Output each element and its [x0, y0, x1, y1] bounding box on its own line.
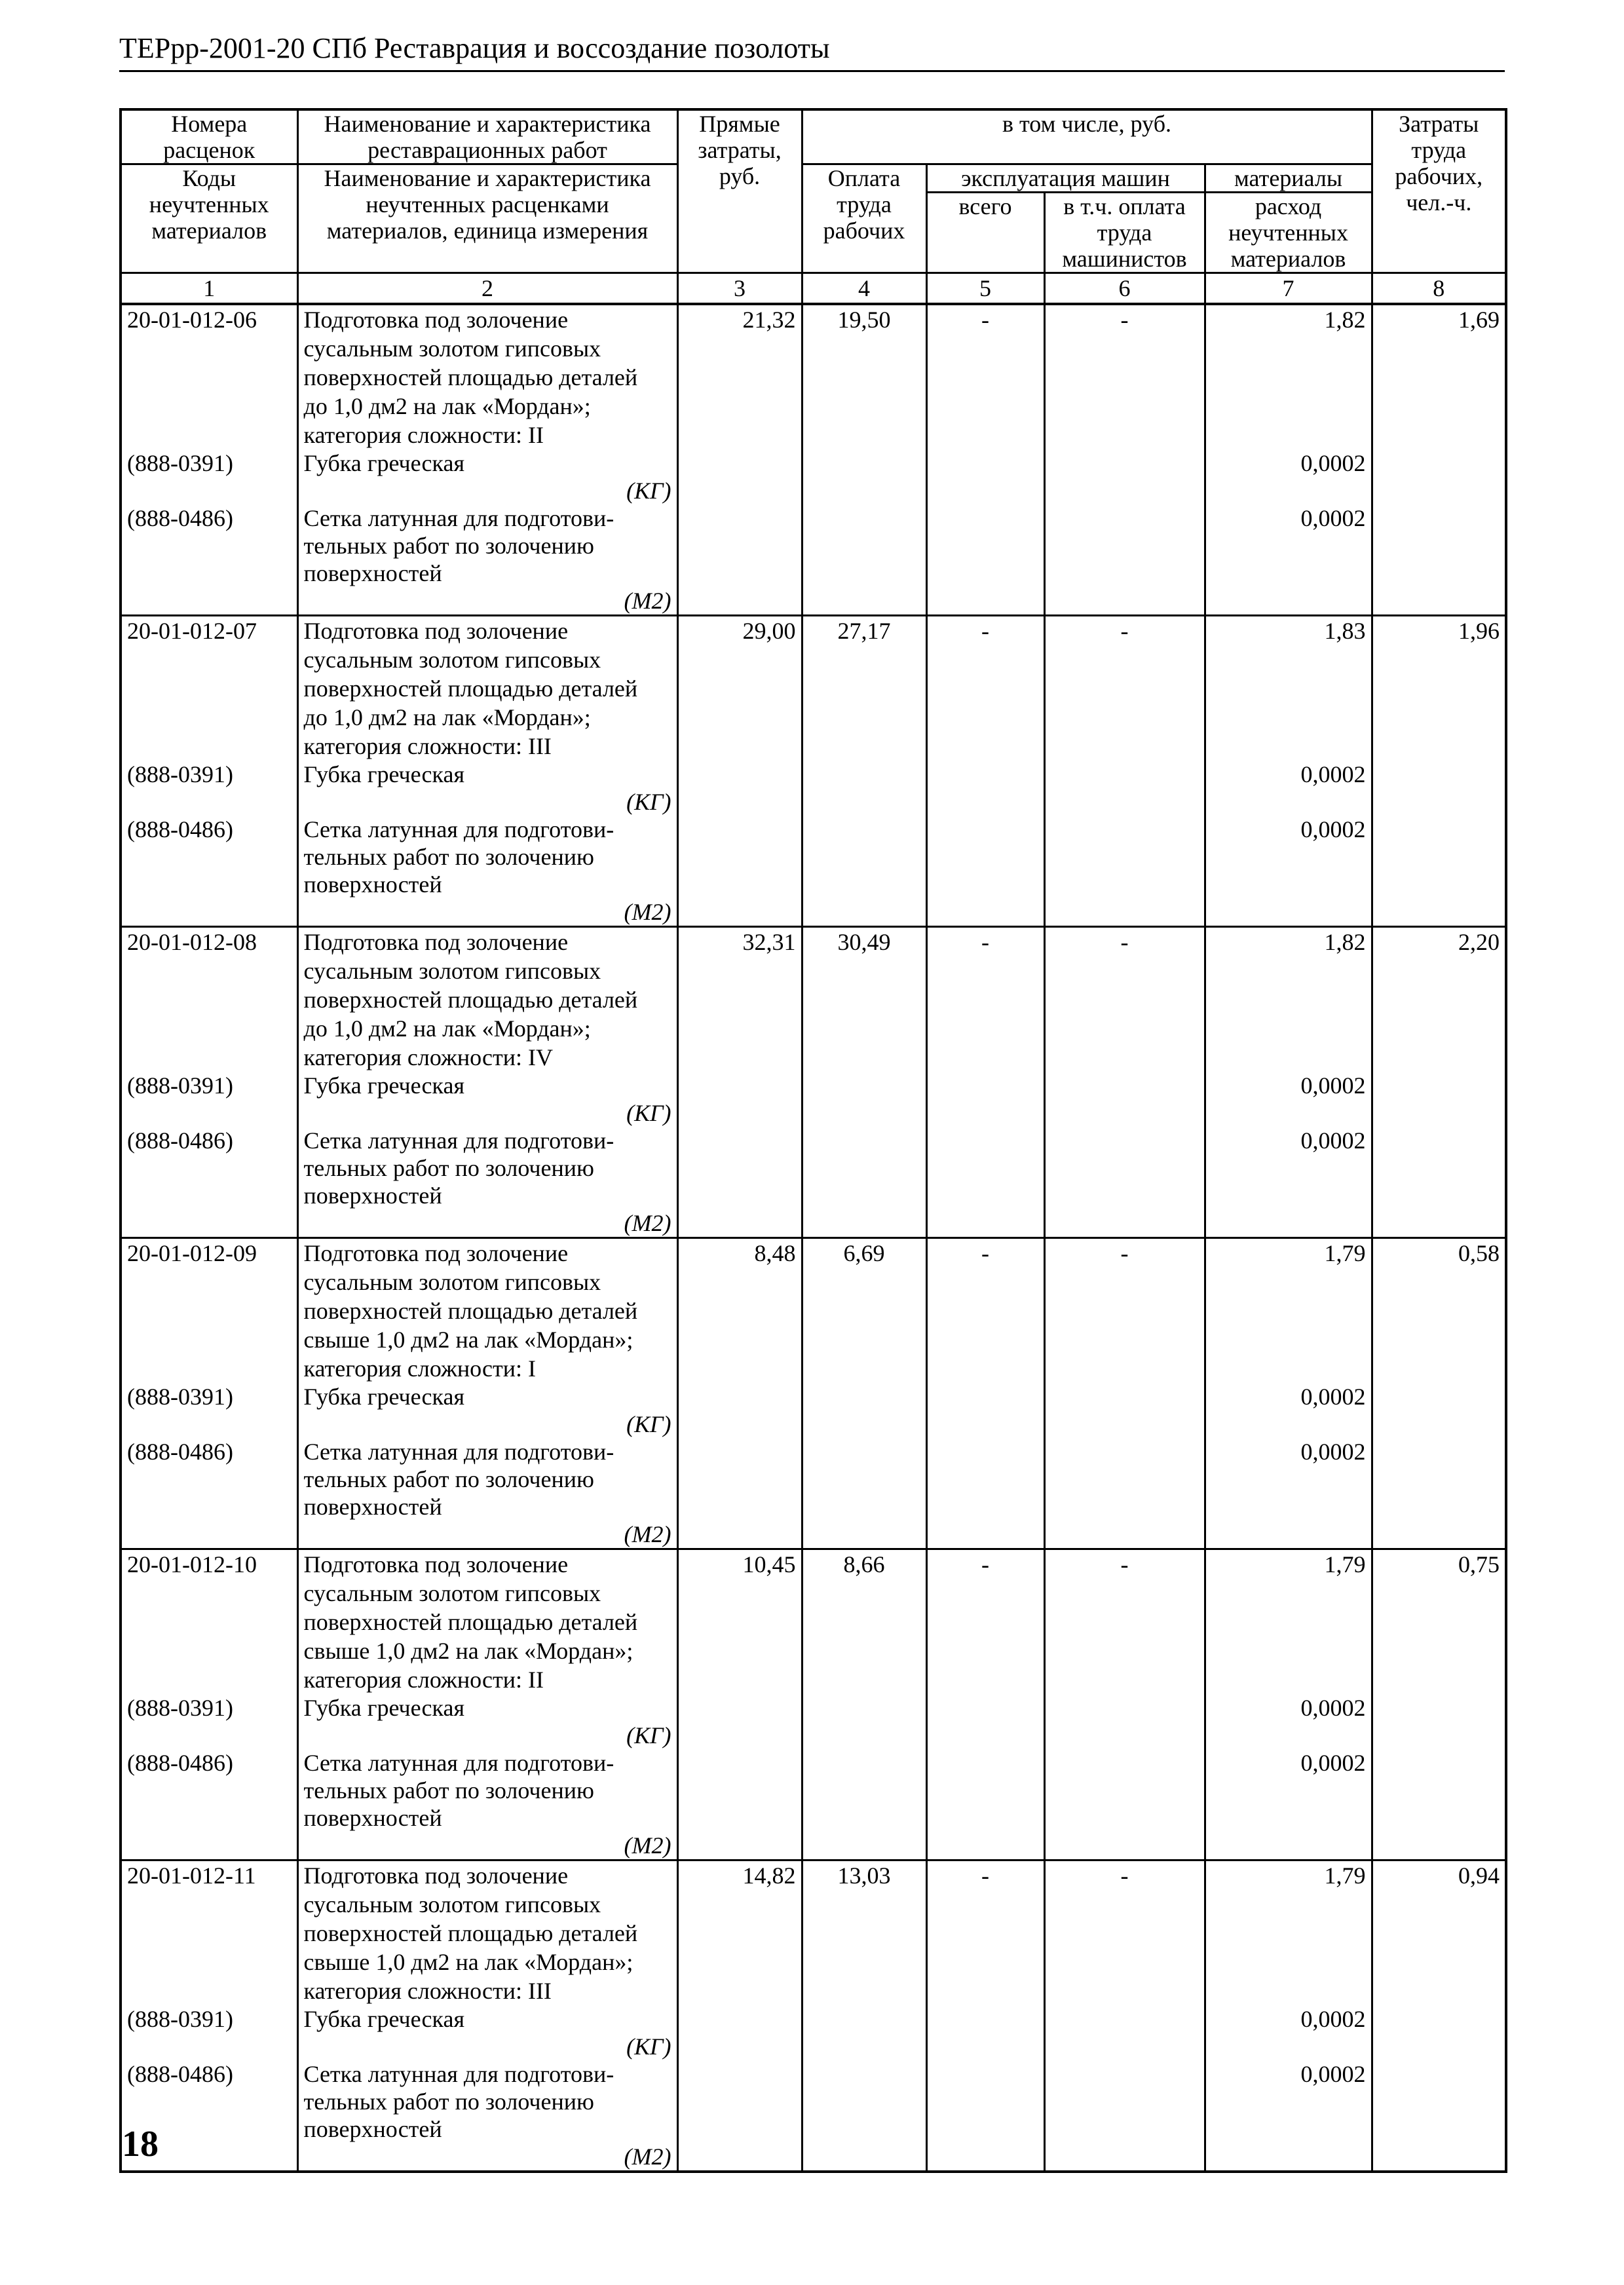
material-quantity: 0,0002: [1205, 1438, 1372, 1549]
material-name-line: Сетка латунная для подготови-: [303, 1439, 614, 1465]
rate-name-line: поверхностей площадью деталей: [303, 1920, 638, 1946]
machine-labor: -: [1044, 1549, 1205, 1860]
material-code: (888-0486): [121, 1438, 297, 1549]
material-quantity: 0,0002: [1205, 504, 1372, 616]
machine-total: -: [926, 304, 1044, 616]
machine-labor: -: [1044, 616, 1205, 927]
rate-code: 20-01-012-06: [121, 304, 297, 449]
material-name-line: тельных работ по золочению: [303, 1466, 594, 1492]
table-row: [121, 304, 1506, 449]
rate-name-line: категория сложности: II: [303, 422, 544, 448]
material-unit: (КГ): [626, 1100, 671, 1126]
material-name: [297, 1072, 677, 1127]
head-col3: Прямые затраты, руб.: [677, 109, 802, 273]
material-code: (888-0486): [121, 1127, 297, 1238]
material-code: (888-0486): [121, 1749, 297, 1860]
rate-name-line: сусальным золотом гипсовых: [303, 958, 601, 984]
material-quantity: 0,0002: [1205, 2060, 1372, 2172]
head-col8: Затраты труда рабочих, чел.-ч.: [1372, 109, 1506, 273]
column-number: 2: [297, 273, 677, 305]
rate-code: 20-01-012-08: [121, 927, 297, 1072]
rate-name-line: Подготовка под золочение: [303, 1240, 569, 1266]
rate-name-line: до 1,0 дм2 на лак «Мордан»;: [303, 393, 591, 419]
material-name: [297, 816, 677, 927]
table-row: [121, 616, 1506, 761]
rate-name-line: сусальным золотом гипсовых: [303, 647, 601, 673]
material-name-line: тельных работ по золочению: [303, 844, 594, 870]
material-name-line: Губка греческая: [303, 761, 464, 787]
material-quantity: 0,0002: [1205, 1383, 1372, 1438]
rate-name-line: сусальным золотом гипсовых: [303, 335, 601, 362]
rates-table: [119, 108, 1507, 2173]
material-name-line: тельных работ по золочению: [303, 1777, 594, 1803]
material-name-line: поверхностей: [303, 560, 442, 586]
material-name-line: тельных работ по золочению: [303, 1155, 594, 1181]
head-col4: Оплата труда рабочих: [802, 164, 926, 273]
material-name: [297, 1383, 677, 1438]
direct-cost: 32,31: [677, 927, 802, 1238]
material-unit: (М2): [624, 1832, 671, 1859]
material-name-line: поверхностей: [303, 1182, 442, 1209]
machine-labor: -: [1044, 927, 1205, 1238]
table-body: [121, 304, 1506, 2172]
material-code: (888-0391): [121, 449, 297, 504]
table-row: [121, 1860, 1506, 2006]
rate-name-line: Подготовка под золочение: [303, 307, 569, 333]
material-name-line: Губка греческая: [303, 2006, 464, 2032]
material-unit: (М2): [624, 899, 671, 925]
column-number-row: [121, 273, 1506, 305]
rate-name: [297, 1238, 677, 1384]
rate-name-line: сусальным золотом гипсовых: [303, 1891, 601, 1917]
rate-name: [297, 1860, 677, 2006]
rate-code: 20-01-012-09: [121, 1238, 297, 1384]
table-row: [121, 1549, 1506, 1695]
labor-cost: 30,49: [802, 927, 926, 1238]
header-rule: [119, 70, 1505, 72]
material-name-line: Губка греческая: [303, 1072, 464, 1099]
material-name-line: Сетка латунная для подготови-: [303, 1750, 614, 1776]
rate-name: [297, 304, 677, 449]
material-code: (888-0486): [121, 816, 297, 927]
material-name-line: Губка греческая: [303, 1384, 464, 1410]
material-name-line: тельных работ по золочению: [303, 533, 594, 559]
table-row: [121, 1238, 1506, 1384]
machine-labor: -: [1044, 1860, 1205, 2172]
head-col2-top: Наименование и характеристика реставрационных работ: [297, 109, 677, 164]
material-unit: (М2): [624, 2143, 671, 2170]
material-name-line: поверхностей: [303, 1494, 442, 1520]
rate-name-line: до 1,0 дм2 на лак «Мордан»;: [303, 1015, 591, 1042]
head-materials: материалы: [1205, 164, 1372, 193]
materials-cost: 1,82: [1205, 927, 1372, 1072]
rate-name-line: свыше 1,0 дм2 на лак «Мордан»;: [303, 1949, 633, 1975]
material-unit: (М2): [624, 588, 671, 614]
rate-name-line: сусальным золотом гипсовых: [303, 1269, 601, 1295]
labor-cost: 19,50: [802, 304, 926, 616]
material-quantity: 0,0002: [1205, 816, 1372, 927]
rate-name: [297, 1549, 677, 1695]
rate-code: 20-01-012-10: [121, 1549, 297, 1695]
machine-total: -: [926, 1549, 1044, 1860]
material-quantity: 0,0002: [1205, 761, 1372, 816]
page-number: 18: [122, 2124, 159, 2164]
column-number: 4: [802, 273, 926, 305]
material-unit: (М2): [624, 1210, 671, 1236]
material-name-line: Губка греческая: [303, 450, 464, 476]
rate-name-line: категория сложности: III: [303, 733, 552, 759]
material-name-line: поверхностей: [303, 871, 442, 897]
material-quantity: 0,0002: [1205, 449, 1372, 504]
material-quantity: 0,0002: [1205, 2005, 1372, 2060]
material-quantity: 0,0002: [1205, 1072, 1372, 1127]
material-code: (888-0391): [121, 2005, 297, 2060]
rate-name-line: категория сложности: IV: [303, 1044, 553, 1070]
column-number: 5: [926, 273, 1044, 305]
column-number: 6: [1044, 273, 1205, 305]
machine-total: -: [926, 1238, 1044, 1549]
direct-cost: 29,00: [677, 616, 802, 927]
column-number: 1: [121, 273, 297, 305]
material-name-line: Сетка латунная для подготови-: [303, 505, 614, 531]
material-name-line: поверхностей: [303, 1805, 442, 1831]
rate-name-line: категория сложности: I: [303, 1355, 536, 1382]
direct-cost: 14,82: [677, 1860, 802, 2172]
rate-name-line: поверхностей площадью деталей: [303, 987, 638, 1013]
rate-name-line: Подготовка под золочение: [303, 1862, 569, 1889]
material-name: [297, 1749, 677, 1860]
rate-name: [297, 616, 677, 761]
direct-cost: 8,48: [677, 1238, 802, 1549]
rate-name-line: Подготовка под золочение: [303, 1551, 569, 1577]
rate-name-line: свыше 1,0 дм2 на лак «Мордан»;: [303, 1638, 633, 1664]
rate-name-line: свыше 1,0 дм2 на лак «Мордан»;: [303, 1327, 633, 1353]
machine-labor: -: [1044, 304, 1205, 616]
material-name-line: Сетка латунная для подготови-: [303, 2061, 614, 2087]
material-name: [297, 449, 677, 504]
machine-total: -: [926, 1860, 1044, 2172]
rate-name-line: поверхностей площадью деталей: [303, 1298, 638, 1324]
table-row: [121, 927, 1506, 1072]
material-quantity: 0,0002: [1205, 1127, 1372, 1238]
material-code: (888-0391): [121, 761, 297, 816]
material-code: (888-0486): [121, 2060, 297, 2172]
head-group: в том числе, руб.: [802, 109, 1372, 164]
rate-name-line: Подготовка под золочение: [303, 929, 569, 955]
materials-cost: 1,83: [1205, 616, 1372, 761]
rate-code: 20-01-012-07: [121, 616, 297, 761]
material-name-line: поверхностей: [303, 2116, 442, 2142]
rate-name-line: поверхностей площадью деталей: [303, 675, 638, 702]
labor-cost: 27,17: [802, 616, 926, 927]
direct-cost: 21,32: [677, 304, 802, 616]
head-col1-top: Номера расценок: [121, 109, 297, 164]
labor-hours: 1,96: [1372, 616, 1506, 927]
labor-hours: 2,20: [1372, 927, 1506, 1238]
material-unit: (М2): [624, 1521, 671, 1547]
rate-name-line: категория сложности: II: [303, 1667, 544, 1693]
material-code: (888-0486): [121, 504, 297, 616]
labor-hours: 1,69: [1372, 304, 1506, 616]
material-code: (888-0391): [121, 1694, 297, 1749]
machine-labor: -: [1044, 1238, 1205, 1549]
material-code: (888-0391): [121, 1383, 297, 1438]
labor-hours: 0,58: [1372, 1238, 1506, 1549]
rate-name-line: Подготовка под золочение: [303, 618, 569, 644]
head-col5: всего: [926, 193, 1044, 273]
material-name: [297, 1694, 677, 1749]
material-name-line: Губка греческая: [303, 1695, 464, 1721]
labor-hours: 0,94: [1372, 1860, 1506, 2172]
materials-cost: 1,79: [1205, 1860, 1372, 2006]
materials-cost: 1,79: [1205, 1238, 1372, 1384]
material-unit: (КГ): [626, 789, 671, 815]
material-name: [297, 2060, 677, 2172]
labor-hours: 0,75: [1372, 1549, 1506, 1860]
material-code: (888-0391): [121, 1072, 297, 1127]
rate-name-line: сусальным золотом гипсовых: [303, 1580, 601, 1606]
material-name: [297, 504, 677, 616]
material-name: [297, 761, 677, 816]
rate-name-line: поверхностей площадью деталей: [303, 1609, 638, 1635]
head-col1-bottom: Коды неучтенных материалов: [121, 164, 297, 273]
material-name: [297, 1438, 677, 1549]
page-header-title: ТЕРрр-2001-20 СПб Реставрация и воссоздание позолоты: [119, 32, 830, 64]
materials-cost: 1,82: [1205, 304, 1372, 449]
machine-total: -: [926, 927, 1044, 1238]
head-col7: расход неучтенных материалов: [1205, 193, 1372, 273]
column-number: 7: [1205, 273, 1372, 305]
materials-cost: 1,79: [1205, 1549, 1372, 1695]
column-number: 8: [1372, 273, 1506, 305]
material-unit: (КГ): [626, 478, 671, 504]
head-machines: эксплуатация машин: [926, 164, 1205, 193]
material-unit: (КГ): [626, 1722, 671, 1748]
rate-name: [297, 927, 677, 1072]
machine-total: -: [926, 616, 1044, 927]
rate-name-line: поверхностей площадью деталей: [303, 364, 638, 390]
material-name-line: Сетка латунная для подготови-: [303, 816, 614, 842]
labor-cost: 6,69: [802, 1238, 926, 1549]
labor-cost: 8,66: [802, 1549, 926, 1860]
rate-name-line: категория сложности: III: [303, 1978, 552, 2004]
material-name-line: Сетка латунная для подготови-: [303, 1127, 614, 1154]
table-head: [121, 109, 1506, 304]
rate-name-line: до 1,0 дм2 на лак «Мордан»;: [303, 704, 591, 730]
material-quantity: 0,0002: [1205, 1749, 1372, 1860]
head-col6: в т.ч. оплата труда машинистов: [1044, 193, 1205, 273]
column-number: 3: [677, 273, 802, 305]
material-name: [297, 2005, 677, 2060]
material-unit: (КГ): [626, 2033, 671, 2060]
material-unit: (КГ): [626, 1411, 671, 1437]
material-name-line: тельных работ по золочению: [303, 2088, 594, 2115]
rate-code: 20-01-012-11: [121, 1860, 297, 2006]
material-name: [297, 1127, 677, 1238]
material-quantity: 0,0002: [1205, 1694, 1372, 1749]
head-col2-bottom: Наименование и характеристика неучтенных расценками материалов, единица измерения: [297, 164, 677, 273]
labor-cost: 13,03: [802, 1860, 926, 2172]
direct-cost: 10,45: [677, 1549, 802, 1860]
